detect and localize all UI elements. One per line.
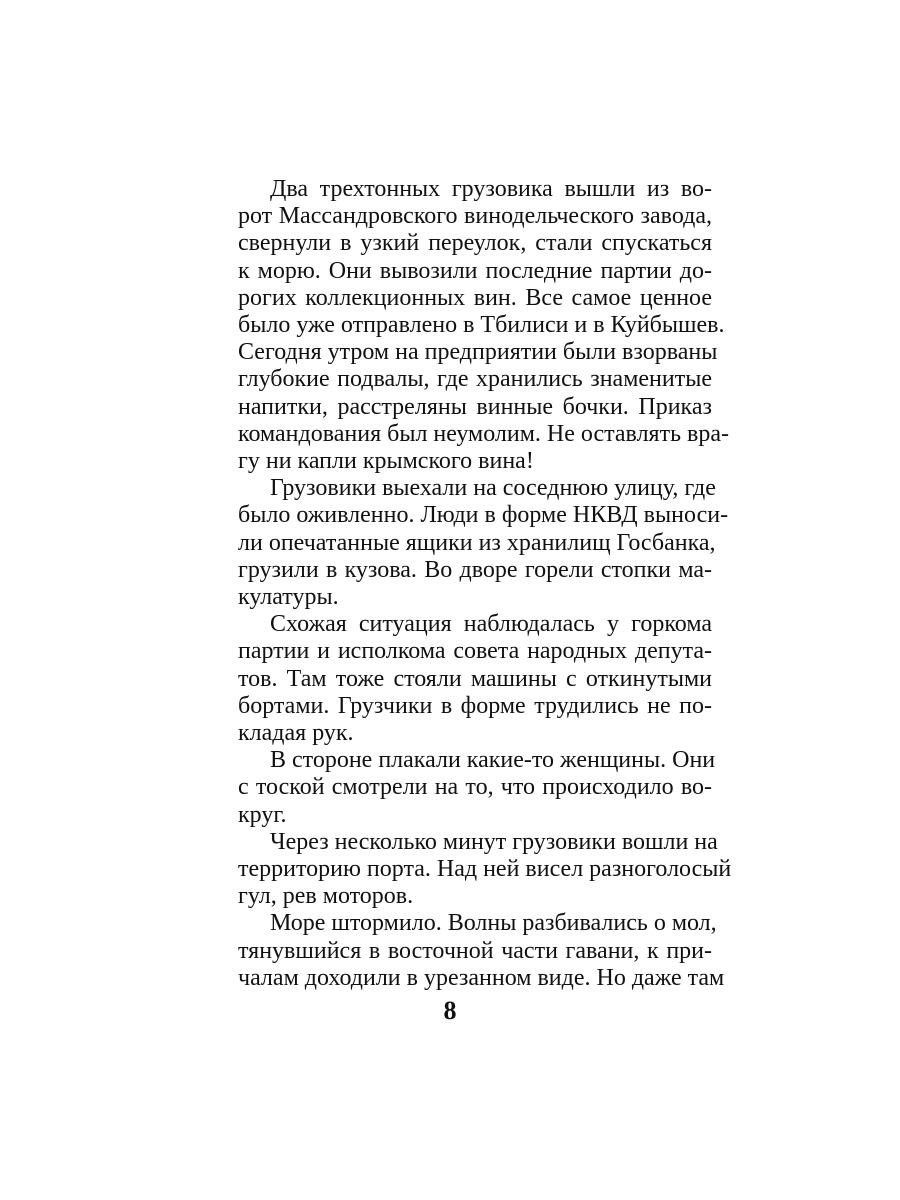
text-line: рогих коллекционных вин. Все самое ценное bbox=[238, 284, 712, 311]
text-line: чалам доходили в урезанном виде. Но даже там bbox=[238, 964, 725, 991]
text-line: свернули в узкий переулок, стали спускаться bbox=[238, 230, 712, 257]
text-line: ли опечатанные ящики из хранилищ Госбанка, bbox=[238, 529, 716, 556]
paragraph bbox=[238, 611, 712, 747]
text-line: напитки, расстреляны винные бочки. Приказ bbox=[238, 393, 712, 420]
text-line: Схожая ситуация наблюдалась у горкома bbox=[270, 611, 712, 638]
text-line: было уже отправлено в Тбилиси и в Куйбышев. bbox=[238, 312, 725, 339]
text-line: круг. bbox=[238, 801, 287, 828]
text-line: гу ни капли крымского вина! bbox=[238, 448, 534, 475]
text-line: В стороне плакали какие-то женщины. Они bbox=[270, 747, 716, 774]
text-line: кулатуры. bbox=[238, 584, 339, 611]
text-line: было оживленно. Люди в форме НКВД выноси- bbox=[238, 502, 729, 529]
paragraph bbox=[238, 475, 729, 611]
text-line: гул, рев моторов. bbox=[238, 883, 414, 910]
text-line: Два трехтонных грузовика вышли из во- bbox=[270, 176, 712, 202]
text-line: к морю. Они вывозили последние партии до- bbox=[238, 257, 712, 284]
text-line: Море штормило. Волны разбивались о мол, bbox=[270, 910, 717, 937]
text-line: глубокие подвалы, где хранились знаменитые bbox=[238, 366, 712, 393]
text-line: территорию порта. Над ней висел разноголосый bbox=[238, 856, 732, 883]
text-line: кладая рук. bbox=[238, 720, 354, 747]
paragraph bbox=[238, 910, 725, 992]
text-line: с тоской смотрели на то, что происходило во- bbox=[238, 774, 712, 801]
paragraph bbox=[238, 176, 729, 475]
text-line: Грузовики выехали на соседнюю улицу, где bbox=[270, 475, 716, 502]
text-line: рот Массандровского винодельческого завода, bbox=[238, 203, 712, 230]
text-line: Сегодня утром на предприятии были взорваны bbox=[238, 339, 718, 366]
page-number: 8 bbox=[443, 996, 457, 1025]
text-line: грузили в кузова. Во дворе горели стопки ма- bbox=[238, 556, 712, 583]
text-line: бортами. Грузчики в форме трудились не по- bbox=[238, 692, 712, 719]
text-line: партии и исполкома совета народных депута- bbox=[238, 638, 712, 665]
text-line: тов. Там тоже стояли машины с откинутыми bbox=[238, 665, 712, 692]
text-line: командования был неумолим. Не оставлять вра- bbox=[238, 420, 729, 447]
paragraph bbox=[238, 747, 716, 829]
text-line: Через несколько минут грузовики вошли на bbox=[270, 828, 718, 855]
paragraph bbox=[238, 828, 732, 911]
text-line: тянувшийся в восточной части гавани, к при- bbox=[238, 937, 712, 964]
body-text bbox=[238, 176, 732, 992]
